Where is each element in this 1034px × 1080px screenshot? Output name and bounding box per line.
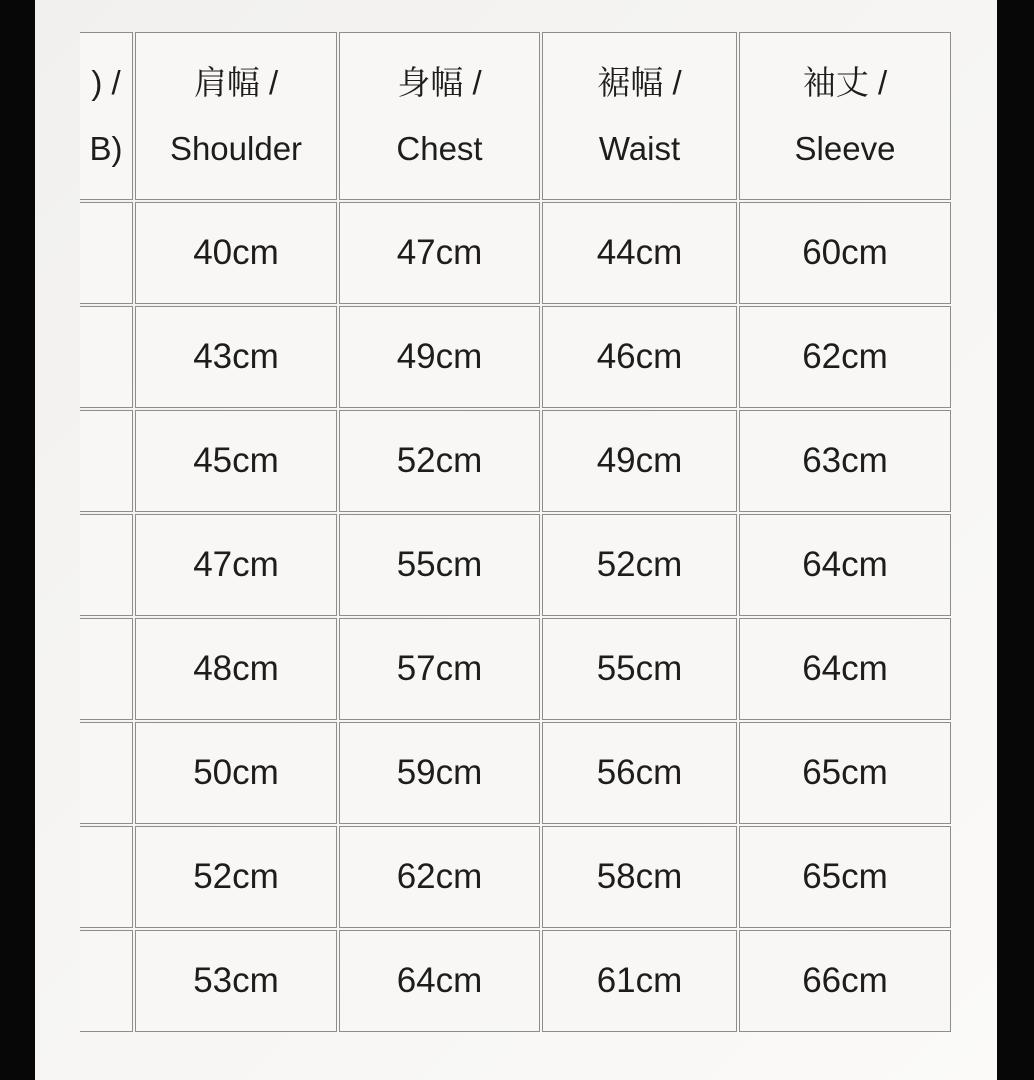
header-en-line: B) — [89, 130, 123, 167]
waist-cell: 58cm — [542, 826, 737, 928]
shoulder-cell: 53cm — [135, 930, 337, 1032]
waist-cell: 46cm — [542, 306, 737, 408]
chest-cell: 55cm — [339, 514, 540, 616]
column-header-size-cropped — [80, 32, 133, 200]
header-row — [80, 32, 951, 200]
header-en-line: Waist — [598, 130, 681, 167]
waist-cell: 61cm — [542, 930, 737, 1032]
sleeve-cell: 63cm — [739, 410, 951, 512]
sleeve-cell: 65cm — [739, 722, 951, 824]
shoulder-cell: 47cm — [135, 514, 337, 616]
size-label-cell — [80, 618, 133, 720]
shoulder-cell: 45cm — [135, 410, 337, 512]
waist-cell: 52cm — [542, 514, 737, 616]
right-letterbox-bar — [997, 0, 1034, 1080]
shoulder-cell: 50cm — [135, 722, 337, 824]
sleeve-cell: 64cm — [739, 618, 951, 720]
waist-cell: 49cm — [542, 410, 737, 512]
chest-cell: 64cm — [339, 930, 540, 1032]
sleeve-cell: 65cm — [739, 826, 951, 928]
header-en-line: Chest — [396, 130, 483, 167]
column-header-chest — [339, 32, 540, 200]
chest-cell: 47cm — [339, 202, 540, 304]
table-row — [80, 306, 951, 408]
size-label-cell — [80, 930, 133, 1032]
header-jp-line: 肩幅 / — [193, 64, 279, 101]
chest-cell: 52cm — [339, 410, 540, 512]
chest-cell: 49cm — [339, 306, 540, 408]
table-row — [80, 410, 951, 512]
size-label-cell — [80, 826, 133, 928]
size-label-cell — [80, 410, 133, 512]
size-chart-table — [78, 30, 953, 1034]
shoulder-cell: 43cm — [135, 306, 337, 408]
chest-cell: 62cm — [339, 826, 540, 928]
size-label-cell — [80, 722, 133, 824]
header-en-line: Shoulder — [169, 130, 303, 167]
waist-cell: 55cm — [542, 618, 737, 720]
sleeve-cell: 62cm — [739, 306, 951, 408]
shoulder-cell: 52cm — [135, 826, 337, 928]
chest-cell: 57cm — [339, 618, 540, 720]
column-header-shoulder — [135, 32, 337, 200]
header-jp-line: 袖丈 / — [802, 64, 888, 101]
table-row — [80, 514, 951, 616]
table-row — [80, 722, 951, 824]
table-row — [80, 930, 951, 1032]
header-jp-line: 身幅 / — [397, 64, 482, 101]
sleeve-cell: 66cm — [739, 930, 951, 1032]
size-label-cell — [80, 514, 133, 616]
sleeve-cell: 60cm — [739, 202, 951, 304]
shoulder-cell: 48cm — [135, 618, 337, 720]
size-label-cell — [80, 202, 133, 304]
waist-cell: 56cm — [542, 722, 737, 824]
size-label-cell — [80, 306, 133, 408]
chest-cell: 59cm — [339, 722, 540, 824]
column-header-sleeve — [739, 32, 951, 200]
header-jp-line: 裾幅 / — [597, 64, 682, 101]
table-row — [80, 618, 951, 720]
table-row — [80, 826, 951, 928]
left-letterbox-bar — [0, 0, 35, 1080]
sleeve-cell: 64cm — [739, 514, 951, 616]
column-header-waist — [542, 32, 737, 200]
header-jp-line: ) / — [91, 64, 121, 101]
table-row — [80, 202, 951, 304]
waist-cell: 44cm — [542, 202, 737, 304]
shoulder-cell: 40cm — [135, 202, 337, 304]
header-en-line: Sleeve — [794, 130, 896, 167]
